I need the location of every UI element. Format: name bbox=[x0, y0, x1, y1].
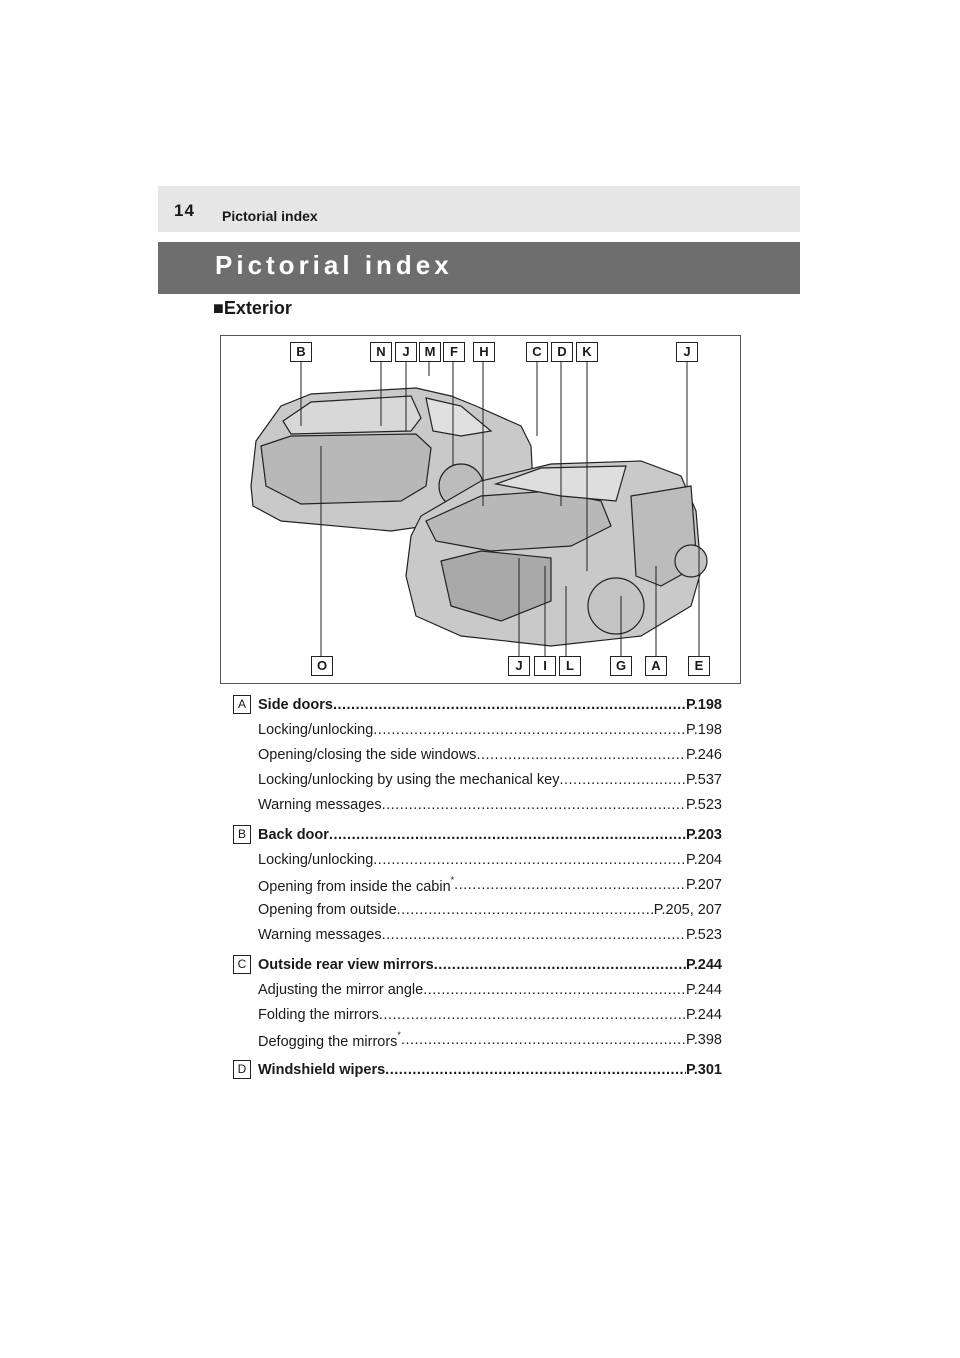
back-door-panel bbox=[261, 434, 431, 504]
entry-label: Locking/unlocking bbox=[258, 852, 374, 868]
callout-top-8: D bbox=[551, 342, 573, 362]
entry-label: Warning messages bbox=[258, 927, 382, 943]
entry-page: P.203 bbox=[685, 827, 722, 843]
index-entry bbox=[258, 827, 722, 843]
entry-label: Opening/closing the side windows bbox=[258, 747, 477, 763]
footnote-marker: * bbox=[450, 875, 455, 885]
entry-label: Warning messages bbox=[258, 797, 382, 813]
running-header-title: Pictorial index bbox=[222, 208, 318, 224]
front-wheel bbox=[588, 578, 644, 634]
entry-page: P.205, 207 bbox=[653, 902, 722, 918]
entry-label: Side doors bbox=[258, 697, 333, 713]
callout-top-4: M bbox=[419, 342, 441, 362]
callout-bottom-4: L bbox=[559, 656, 581, 676]
callout-bottom-3: I bbox=[534, 656, 556, 676]
index-subentry bbox=[258, 772, 722, 788]
entry-label: Outside rear view mirrors bbox=[258, 957, 434, 973]
callout-top-3: J bbox=[395, 342, 417, 362]
section-letter-d: D bbox=[233, 1060, 251, 1079]
entry-label: Folding the mirrors bbox=[258, 1007, 379, 1023]
index-subentry bbox=[258, 982, 722, 998]
entry-label: Back door bbox=[258, 827, 329, 843]
entry-label: Opening from outside bbox=[258, 902, 397, 918]
entry-page: P.537 bbox=[685, 772, 722, 788]
index-subentry bbox=[258, 797, 722, 813]
section-letter-a: A bbox=[233, 695, 251, 714]
entry-page: P.198 bbox=[685, 722, 722, 738]
footnote-marker: * bbox=[397, 1030, 401, 1040]
entry-label: Windshield wipers bbox=[258, 1062, 386, 1078]
entry-page: P.523 bbox=[685, 797, 722, 813]
entry-page: P.246 bbox=[685, 747, 722, 763]
entry-label bbox=[258, 877, 454, 895]
entry-page: P.204 bbox=[685, 852, 722, 868]
entry-page: P.207 bbox=[685, 877, 722, 893]
index-subentry bbox=[258, 1032, 722, 1050]
index-subentry bbox=[258, 722, 722, 738]
callout-bottom-6: A bbox=[645, 656, 667, 676]
entry-page: P.301 bbox=[685, 1062, 722, 1078]
callout-top-10: J bbox=[676, 342, 698, 362]
page-number: 14 bbox=[174, 201, 195, 220]
callout-bottom-5: G bbox=[610, 656, 632, 676]
entry-page: P.198 bbox=[685, 697, 722, 713]
entry-label bbox=[258, 1032, 401, 1050]
entry-page: P.244 bbox=[685, 982, 722, 998]
index-subentry bbox=[258, 902, 722, 918]
index-entry bbox=[258, 957, 722, 973]
section-letter-c: C bbox=[233, 955, 251, 974]
entry-label: Adjusting the mirror angle bbox=[258, 982, 424, 998]
callout-top-7: C bbox=[526, 342, 548, 362]
callout-top-6: H bbox=[473, 342, 495, 362]
index-entry bbox=[258, 697, 722, 713]
callout-top-5: F bbox=[443, 342, 465, 362]
entry-page: P.523 bbox=[685, 927, 722, 943]
callout-top-2: N bbox=[370, 342, 392, 362]
page-title: Pictorial index bbox=[215, 250, 453, 280]
entry-label-text: Defogging the mirrors bbox=[258, 1033, 398, 1050]
callout-bottom-7: E bbox=[688, 656, 710, 676]
index-entry bbox=[258, 1062, 722, 1078]
entry-label: Locking/unlocking by using the mechanical key bbox=[258, 772, 560, 788]
callout-bottom-1: O bbox=[311, 656, 333, 676]
vehicle-drawing bbox=[221, 336, 740, 683]
callout-top-9: K bbox=[576, 342, 598, 362]
callout-top-1: B bbox=[290, 342, 312, 362]
exterior-subheading: ■Exterior bbox=[213, 298, 292, 318]
entry-page: P.244 bbox=[685, 957, 722, 973]
vehicle-exterior-illustration bbox=[220, 335, 741, 684]
index-subentry bbox=[258, 852, 722, 868]
rear-right-wheel bbox=[675, 545, 707, 577]
index-subentry bbox=[258, 927, 722, 943]
section-letter-b: B bbox=[233, 825, 251, 844]
entry-page: P.244 bbox=[685, 1007, 722, 1023]
index-subentry bbox=[258, 1007, 722, 1023]
index-subentry bbox=[258, 877, 722, 895]
entry-page: P.398 bbox=[685, 1032, 722, 1048]
entry-label-text: Opening from inside the cabin bbox=[258, 878, 451, 895]
entry-label: Locking/unlocking bbox=[258, 722, 374, 738]
callout-bottom-2: J bbox=[508, 656, 530, 676]
index-subentry bbox=[258, 747, 722, 763]
